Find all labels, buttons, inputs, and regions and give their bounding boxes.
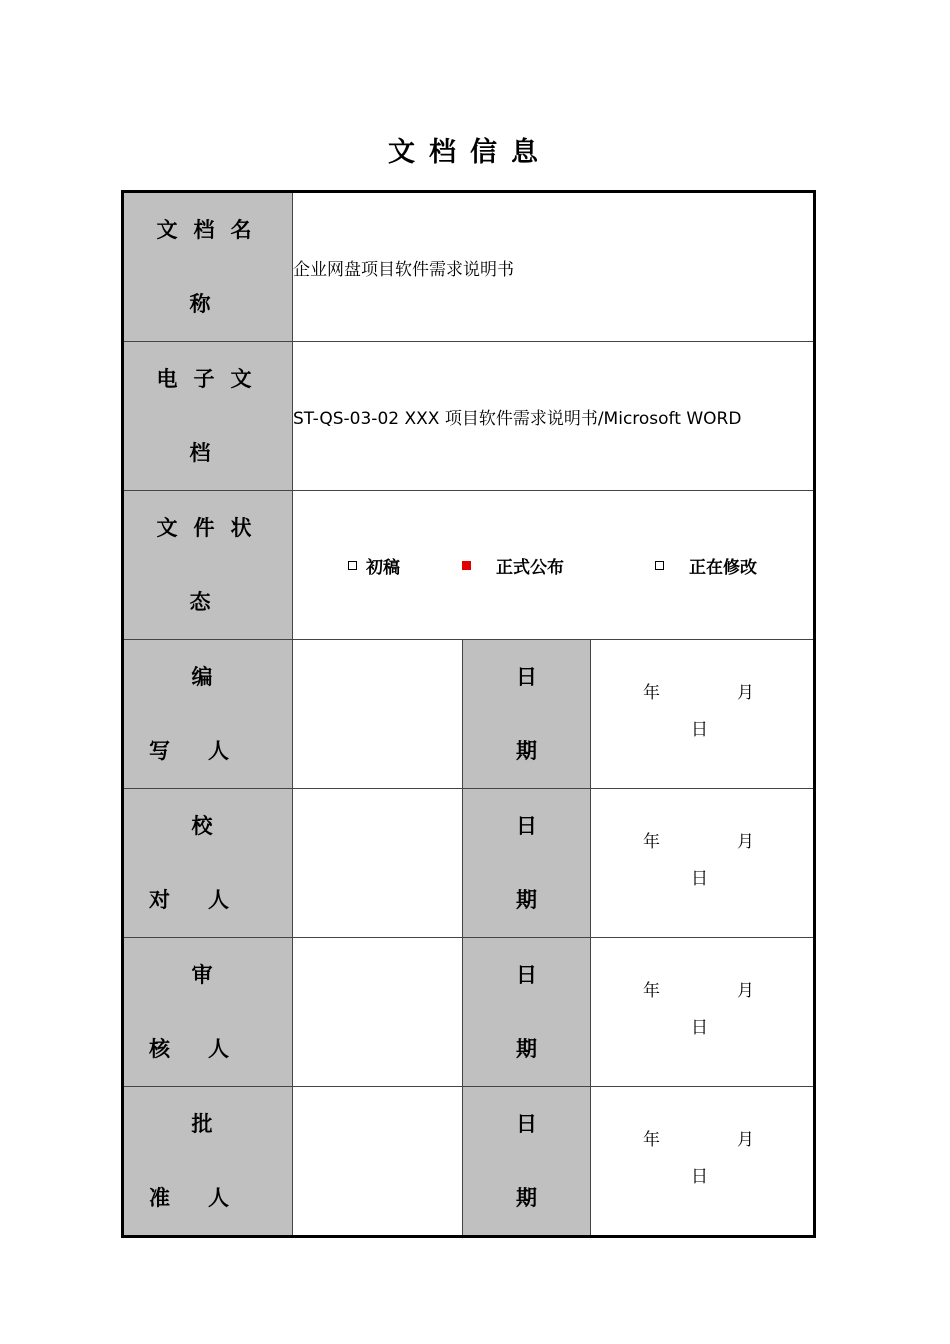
row-approver <box>123 1087 815 1237</box>
author-date-label: 日期 <box>516 665 537 763</box>
author-date-label-cell <box>463 640 591 789</box>
status-options-cell <box>293 491 815 640</box>
e-doc-label: 电子文档 <box>156 367 268 465</box>
row-author <box>123 640 815 789</box>
proofreader-label-cell <box>123 789 293 938</box>
status-option-published[interactable] <box>462 553 564 578</box>
proofreader-name-field[interactable] <box>293 789 463 938</box>
date-day: 日 <box>691 1018 708 1038</box>
revising-checkbox[interactable] <box>655 561 664 570</box>
e-doc-value[interactable]: ST-QS-03-02 XXX 项目软件需求说明书/Microsoft WORD <box>293 342 815 491</box>
author-label: 编写人 <box>149 665 267 763</box>
proofreader-label: 校对人 <box>149 814 267 912</box>
approver-date-label: 日期 <box>516 1112 537 1210</box>
proofreader-date-field[interactable] <box>591 789 815 938</box>
row-doc-name <box>123 192 815 342</box>
date-year: 年 <box>643 1130 660 1150</box>
date-month: 月 <box>737 683 754 703</box>
approver-date-field[interactable] <box>591 1087 815 1237</box>
row-electronic-doc <box>123 342 815 491</box>
published-label: 正式公布 <box>496 558 564 578</box>
status-option-revising[interactable] <box>655 553 757 578</box>
author-date-field[interactable] <box>591 640 815 789</box>
reviewer-date-label-cell <box>463 938 591 1087</box>
proofreader-date-label-cell <box>463 789 591 938</box>
author-label-cell <box>123 640 293 789</box>
date-day: 日 <box>691 720 708 740</box>
reviewer-name-field[interactable] <box>293 938 463 1087</box>
date-month: 月 <box>737 832 754 852</box>
row-reviewer <box>123 938 815 1087</box>
date-year: 年 <box>643 981 660 1001</box>
status-label: 文件状态 <box>156 516 268 614</box>
approver-label: 批准人 <box>149 1112 267 1210</box>
doc-name-label: 文档名称 <box>156 218 268 316</box>
date-year: 年 <box>643 683 660 703</box>
author-name-field[interactable] <box>293 640 463 789</box>
doc-name-value[interactable]: 企业网盘项目软件需求说明书 <box>293 192 815 342</box>
approver-label-cell <box>123 1087 293 1237</box>
proofreader-date-label: 日期 <box>516 814 537 912</box>
approver-date-label-cell <box>463 1087 591 1237</box>
date-day: 日 <box>691 869 708 889</box>
status-option-draft[interactable] <box>348 553 400 578</box>
draft-label: 初稿 <box>366 558 400 578</box>
date-year: 年 <box>643 832 660 852</box>
e-doc-label-cell <box>123 342 293 491</box>
revising-label: 正在修改 <box>689 558 757 578</box>
status-label-cell <box>123 491 293 640</box>
row-proofreader <box>123 789 815 938</box>
document-info-table <box>121 190 816 1238</box>
date-day: 日 <box>691 1167 708 1187</box>
row-file-status <box>123 491 815 640</box>
approver-name-field[interactable] <box>293 1087 463 1237</box>
page-title: 文档信息 <box>388 137 552 168</box>
reviewer-label: 审核人 <box>149 963 267 1061</box>
reviewer-date-label: 日期 <box>516 963 537 1061</box>
reviewer-label-cell <box>123 938 293 1087</box>
published-checkbox[interactable] <box>462 561 471 570</box>
reviewer-date-field[interactable] <box>591 938 815 1087</box>
doc-name-label-cell <box>123 192 293 342</box>
draft-checkbox[interactable] <box>348 561 357 570</box>
date-month: 月 <box>737 981 754 1001</box>
date-month: 月 <box>737 1130 754 1150</box>
